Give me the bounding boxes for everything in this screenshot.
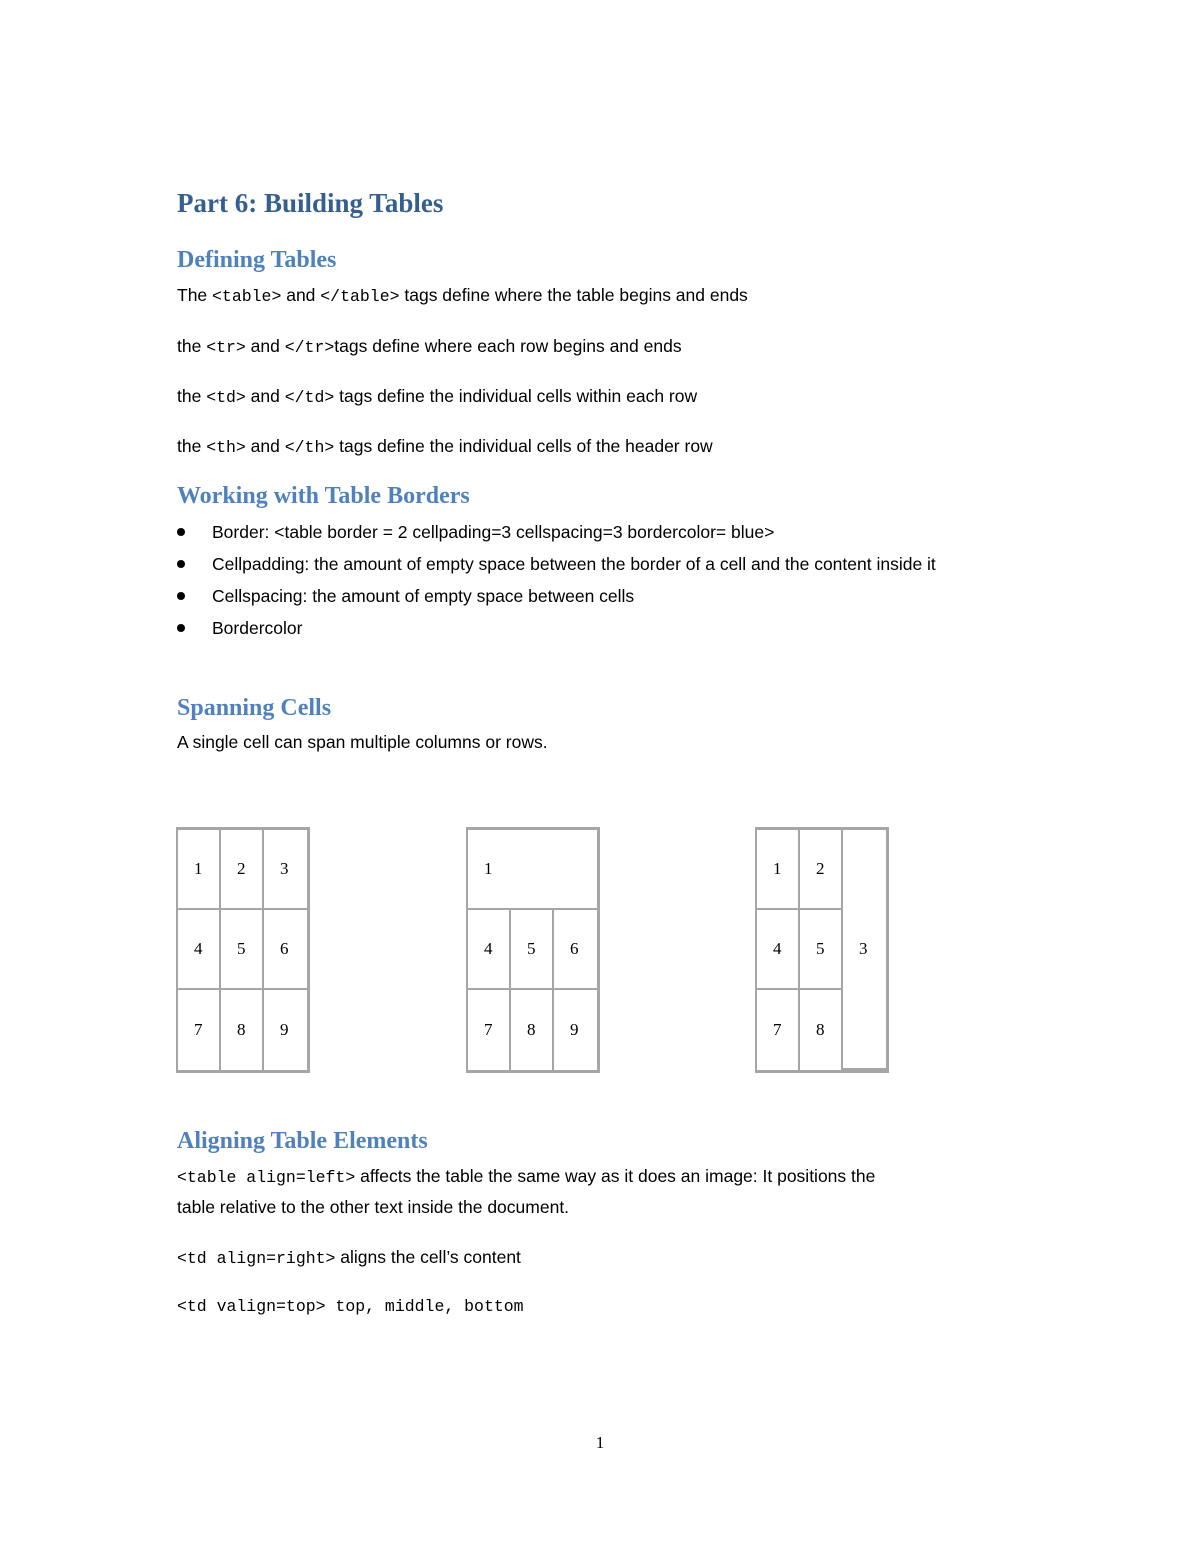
table-cell xyxy=(178,830,221,910)
table-cell xyxy=(264,830,307,910)
page-number: 1 xyxy=(595,1433,605,1452)
cell-value: 5 xyxy=(527,939,536,958)
cell-value: 1 xyxy=(194,859,203,878)
table-cell xyxy=(264,990,307,1070)
bullet-icon xyxy=(177,560,185,568)
code-fragment: <td> xyxy=(206,388,246,407)
table-cell xyxy=(757,990,800,1070)
cell-value: 8 xyxy=(237,1020,246,1039)
table-cell-rowspan xyxy=(843,830,886,1070)
code-fragment: <table align=left> xyxy=(177,1168,356,1187)
cell-value: 9 xyxy=(280,1020,289,1039)
cell-value: 3 xyxy=(859,939,868,958)
text-fragment: aligns the cell’s content xyxy=(335,1247,521,1267)
table-cell xyxy=(800,910,843,990)
example-table-colspan xyxy=(466,827,600,1073)
code-fragment: <td valign=top> top, middle, bottom xyxy=(177,1297,524,1316)
aligning-line-td-valign xyxy=(177,1293,524,1319)
table-cell xyxy=(264,910,307,990)
table-cell xyxy=(511,910,554,990)
aligning-line-continuation: table relative to the other text inside the document. xyxy=(177,1197,570,1217)
table-cell xyxy=(178,990,221,1070)
example-table-plain xyxy=(176,827,310,1073)
table-cell xyxy=(800,830,843,910)
text-fragment: The xyxy=(177,285,213,305)
cell-value: 7 xyxy=(194,1020,203,1039)
defining-line-table xyxy=(177,283,748,309)
table-cell xyxy=(221,910,264,990)
cell-value: 5 xyxy=(816,939,825,958)
table-cell xyxy=(757,830,800,910)
bullet-icon xyxy=(177,528,185,536)
cell-value: 1 xyxy=(773,859,782,878)
table-cell-colspan xyxy=(468,830,597,910)
text-fragment: and xyxy=(281,285,321,305)
code-fragment: </table> xyxy=(320,287,400,306)
defining-line-th xyxy=(177,434,713,460)
list-item-text: Bordercolor xyxy=(212,618,303,638)
borders-bullet-list xyxy=(177,518,1017,646)
cell-value: 7 xyxy=(773,1020,782,1039)
text-fragment: tags define where each row begins and ends xyxy=(334,336,682,356)
code-fragment: </th> xyxy=(284,438,335,457)
cell-value: 6 xyxy=(570,939,579,958)
list-item-text: Border: <table border = 2 cellpading=3 cellspacing=3 bordercolor= blue> xyxy=(212,522,775,542)
code-fragment: <tr> xyxy=(206,338,246,357)
table-cell xyxy=(800,990,843,1070)
text-fragment: and xyxy=(245,386,285,406)
cell-value: 8 xyxy=(816,1020,825,1039)
text-fragment: and xyxy=(245,436,285,456)
cell-value: 1 xyxy=(484,859,493,878)
table-cell xyxy=(221,830,264,910)
code-fragment: </td> xyxy=(284,388,335,407)
cell-value: 7 xyxy=(484,1020,493,1039)
cell-value: 4 xyxy=(484,939,493,958)
table-cell xyxy=(178,910,221,990)
spanning-description: A single cell can span multiple columns or rows. xyxy=(177,732,548,752)
text-fragment: the xyxy=(177,386,207,406)
aligning-line-td-align xyxy=(177,1245,521,1271)
code-fragment: <th> xyxy=(206,438,246,457)
table-cell xyxy=(468,990,511,1070)
bullet-icon xyxy=(177,624,185,632)
cell-value: 4 xyxy=(773,939,782,958)
cell-value: 5 xyxy=(237,939,246,958)
defining-line-tr xyxy=(177,334,682,360)
code-fragment: <td align=right> xyxy=(177,1249,336,1268)
cell-value: 2 xyxy=(816,859,825,878)
aligning-line-table-align xyxy=(177,1164,875,1190)
code-fragment: <table> xyxy=(212,287,282,306)
text-fragment: affects the table the same way as it does an image: It positions the xyxy=(355,1166,876,1186)
list-item xyxy=(177,518,1017,547)
cell-value: 8 xyxy=(527,1020,536,1039)
cell-value: 9 xyxy=(570,1020,579,1039)
code-fragment: </tr> xyxy=(284,338,335,357)
text-fragment: the xyxy=(177,336,207,356)
text-fragment: tags define the individual cells of the header row xyxy=(334,436,713,456)
table-cell xyxy=(554,990,597,1070)
text-fragment: tags define the individual cells within each row xyxy=(334,386,698,406)
list-item xyxy=(177,614,1017,643)
cell-value: 4 xyxy=(194,939,203,958)
list-item xyxy=(177,582,1017,611)
cell-value: 3 xyxy=(280,859,289,878)
table-cell xyxy=(757,910,800,990)
table-cell xyxy=(221,990,264,1070)
table-cell xyxy=(468,910,511,990)
list-item-text: Cellspacing: the amount of empty space between cells xyxy=(212,586,635,606)
section-heading-aligning: Aligning Table Elements xyxy=(177,1128,428,1154)
text-fragment: tags define where the table begins and ends xyxy=(399,285,748,305)
table-cell xyxy=(511,990,554,1070)
example-table-rowspan xyxy=(755,827,889,1073)
defining-line-td xyxy=(177,384,697,410)
text-fragment: the xyxy=(177,436,207,456)
cell-value: 6 xyxy=(280,939,289,958)
section-heading-defining-tables: Defining Tables xyxy=(177,247,337,273)
list-item xyxy=(177,550,1017,579)
section-heading-spanning-cells: Spanning Cells xyxy=(177,695,332,721)
list-item-text: Cellpadding: the amount of empty space between the border of a cell and the content inside it xyxy=(212,554,936,574)
text-fragment: and xyxy=(245,336,285,356)
page-title: Part 6: Building Tables xyxy=(177,188,444,218)
bullet-icon xyxy=(177,592,185,600)
table-cell xyxy=(554,910,597,990)
section-heading-table-borders: Working with Table Borders xyxy=(177,483,470,509)
cell-value: 2 xyxy=(237,859,246,878)
